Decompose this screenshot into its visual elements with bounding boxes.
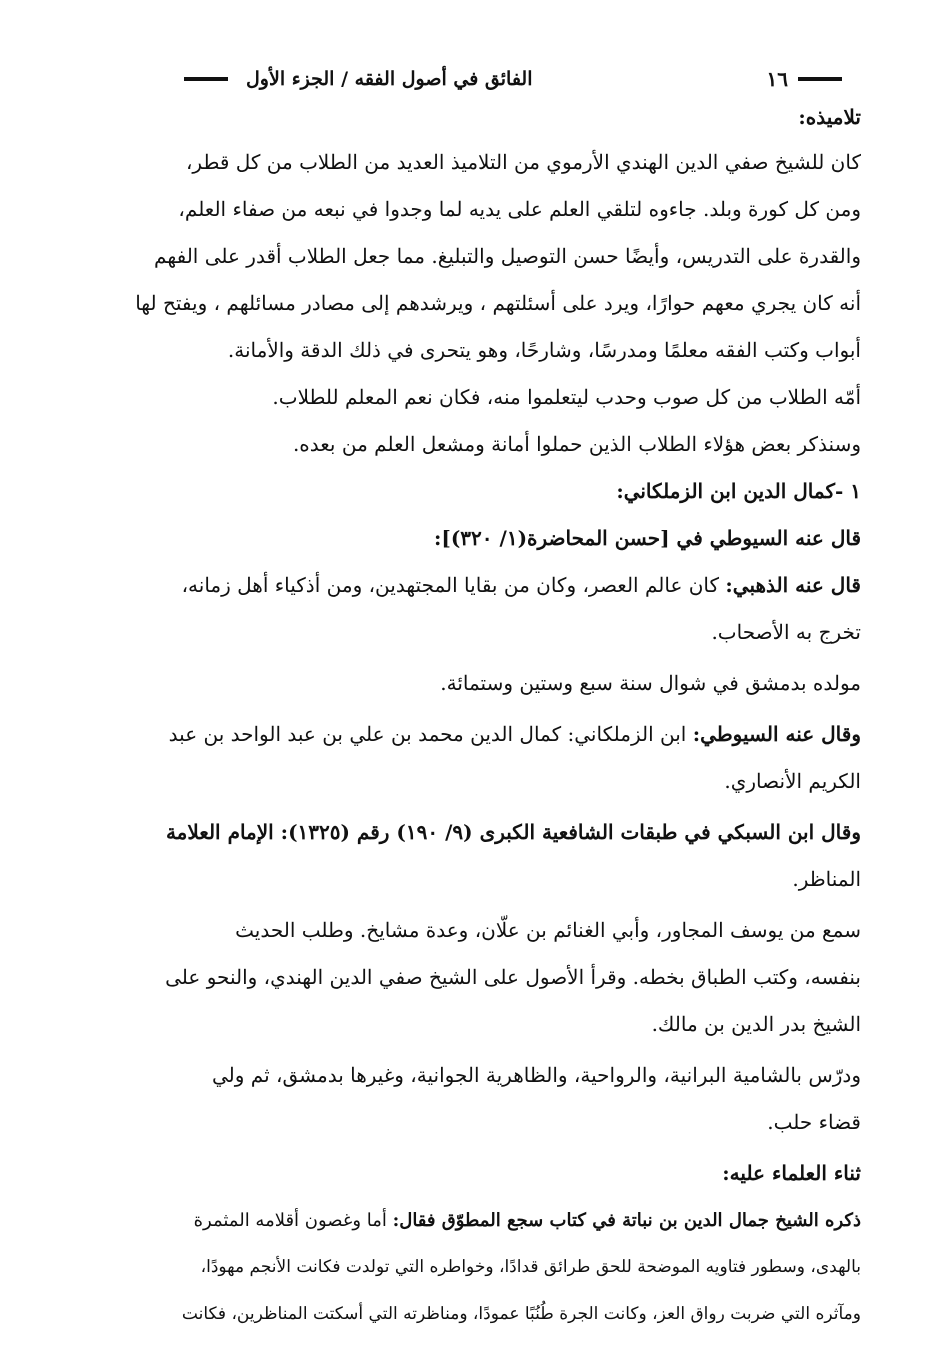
suyuti-quote-line-2: الكريم الأنصاري. <box>724 769 861 793</box>
page-number: ١٦ <box>766 67 788 91</box>
text-line: ومن كل كورة وبلد. جاءوه لتلقي العلم على يديه لما وجدوا في نبعه من صفاء العلم، <box>178 197 861 221</box>
students-paragraph-3 <box>88 421 861 468</box>
text-line: والقدرة على التدريس، وأيضًا حسن التوصيل والتبليغ. مما جعل الطلاب أقدر على الفهم <box>154 244 861 268</box>
dhahabi-quote-line-2: تخرج به الأصحاب. <box>711 620 861 644</box>
text-line: أمّه الطلاب من كل صوب وحدب ليتعلموا منه، فكان نعم المعلم للطلاب. <box>272 385 861 409</box>
praise-heading: ثناء العلماء عليه: <box>722 1161 861 1185</box>
text-line: الشيخ بدر الدين بن مالك. <box>651 1012 861 1036</box>
header-rule-left <box>184 77 228 81</box>
students-paragraph-2 <box>88 374 861 421</box>
study-paragraph <box>88 907 861 1048</box>
students-paragraph-1 <box>88 139 861 374</box>
text-line: أنه كان يجري معهم حوارًا، ويرد على أسئلتهم ، ويرشدهم إلى مصادر مسائلهم ، ويفتح لها <box>135 291 861 315</box>
praise-line-2: بالهدى، وسطور فتاويه الموضحة للحق طرائق قدادًا، وخواطره التي تولدت فكانت الأنجم مهودًا، <box>200 1257 861 1277</box>
page-body <box>88 96 861 1338</box>
text-line: قضاء حلب. <box>767 1110 861 1134</box>
suyuti-label: وقال عنه السيوطي: <box>692 722 861 746</box>
suyuti-quote-text: ابن الزملكاني: كمال الدين محمد بن علي بن عبد الواحد بن عبد <box>168 722 693 746</box>
students-heading: تلاميذه: <box>798 105 861 129</box>
student-1-heading: ١ -كمال الدين ابن الزملكاني: <box>616 479 861 503</box>
praise-text: أما وغصون أقلامه المثمرة <box>193 1210 393 1231</box>
praise-source: ذكره الشيخ جمال الدين بن نباتة في كتاب سجع المطوّق فقال: <box>392 1210 861 1231</box>
text-line: أبواب وكتب الفقه معلمًا ومدرسًا، وشارحًا، وهو يتحرى في ذلك الدقة والأمانة. <box>227 338 861 362</box>
dhahabi-quote-line-1 <box>88 562 861 609</box>
dhahabi-label: قال عنه الذهبي: <box>725 573 861 597</box>
praise-line-1 <box>88 1197 861 1244</box>
suyuti-quote-line-1 <box>88 711 861 758</box>
birth-line: مولده بدمشق في شوال سنة سبع وستين وستمائة. <box>440 671 861 695</box>
praise-line-3: ومآثره التي ضربت رواق العز، وكانت الجرة طُنُبًا عمودًا، ومناظرته التي أسكتت المناظرين، فكانت <box>181 1304 861 1324</box>
subki-quote-line-1: وقال ابن السبكي في طبقات الشافعية الكبرى (٩/ ١٩٠) رقم (١٣٢٥): الإمام العلامة <box>165 820 861 844</box>
text-line: سمع من يوسف المجاور، وأبي الغنائم بن علّان، وعدة مشايخ. وطلب الحديث <box>235 918 861 942</box>
text-line: ودرّس بالشامية البرانية، والرواحية، والظاهرية الجوانية، وغيرها بدمشق، ثم ولي <box>212 1063 861 1087</box>
page-header <box>88 64 848 94</box>
header-rule-right <box>798 77 842 81</box>
suyuti-reference: قال عنه السيوطي في [حسن المحاضرة(١/ ٣٢٠)]: <box>433 526 861 550</box>
text-line: بنفسه، وكتب الطباق بخطه. وقرأ الأصول على الشيخ صفي الدين الهندي، والنحو على <box>165 965 861 989</box>
running-title: الفائق في أصول الفقه / الجزء الأول <box>246 68 533 90</box>
text-line: كان للشيخ صفي الدين الهندي الأرموي من التلاميذ العديد من الطلاب من كل قطر، <box>185 150 861 174</box>
text-line: وسنذكر بعض هؤلاء الطلاب الذين حملوا أمانة ومشعل العلم من بعده. <box>292 432 861 456</box>
dhahabi-quote-text: كان عالم العصر، وكان من بقايا المجتهدين، ومن أذكياء أهل زمانه، <box>181 573 726 597</box>
subki-quote-line-2: المناظر. <box>792 867 861 891</box>
teaching-paragraph <box>88 1052 861 1146</box>
